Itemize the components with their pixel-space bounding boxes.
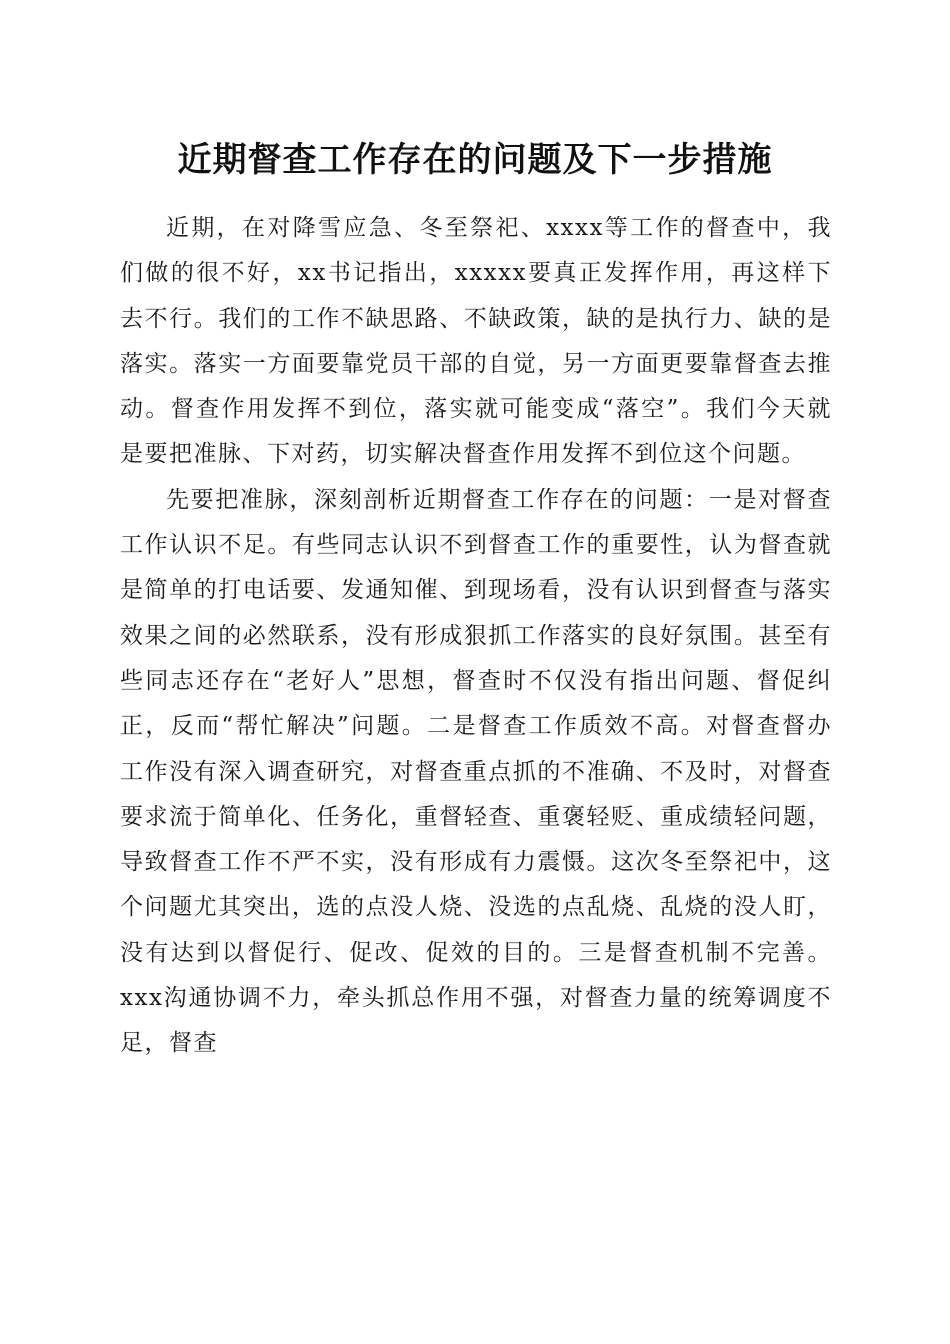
document-body [120, 206, 832, 1067]
document-title: 近期督查工作存在的问题及下一步措施 [177, 140, 773, 180]
paragraph-1: 近期，在对降雪应急、冬至祭祀、xxxx等工作的督查中，我们做的很不好，xx书记指出，xxxxx要真正发挥作用，再这样下去不行。我们的工作不缺思路、不缺政策，缺的是执行力、缺的是落实。落实一方面要靠党员干部的自觉，另一方面更要靠督查去推动。督查作用发挥不到位，落实就可能变成“落空”。我们今天就是要把准脉、下对药，切实解决督查作用发挥不到位这个问题。 [120, 215, 832, 468]
paragraph-2: 先要把准脉，深刻剖析近期督查工作存在的问题：一是对督查工作认识不足。有些同志认识不到督查工作的重要性，认为督查就是简单的打电话要、发通知催、到现场看，没有认识到督查与落实效果之间的必然联系，没有形成狠抓工作落实的良好氛围。甚至有些同志还存在“老好人”思想，督查时不仅没有指出问题、督促纠正，反而“帮忙解决”问题。二是督查工作质效不高。对督查督办工作没有深入调查研究，对督查重点抓的不准确、不及时，对督查要求流于简单化、任务化，重督轻查、重褒轻贬、重成绩轻问题，导致督查工作不严不实，没有形成有力震慑。这次冬至祭祀中，这个问题尤其突出，选的点没人烧、没选的点乱烧、乱烧的没人盯，没有达到以督促行、促改、促效的目的。三是督查机制不完善。xxx沟通协调不力，牵头抓总作用不强，对督查力量的统筹调度不足，督查 [120, 486, 832, 1057]
